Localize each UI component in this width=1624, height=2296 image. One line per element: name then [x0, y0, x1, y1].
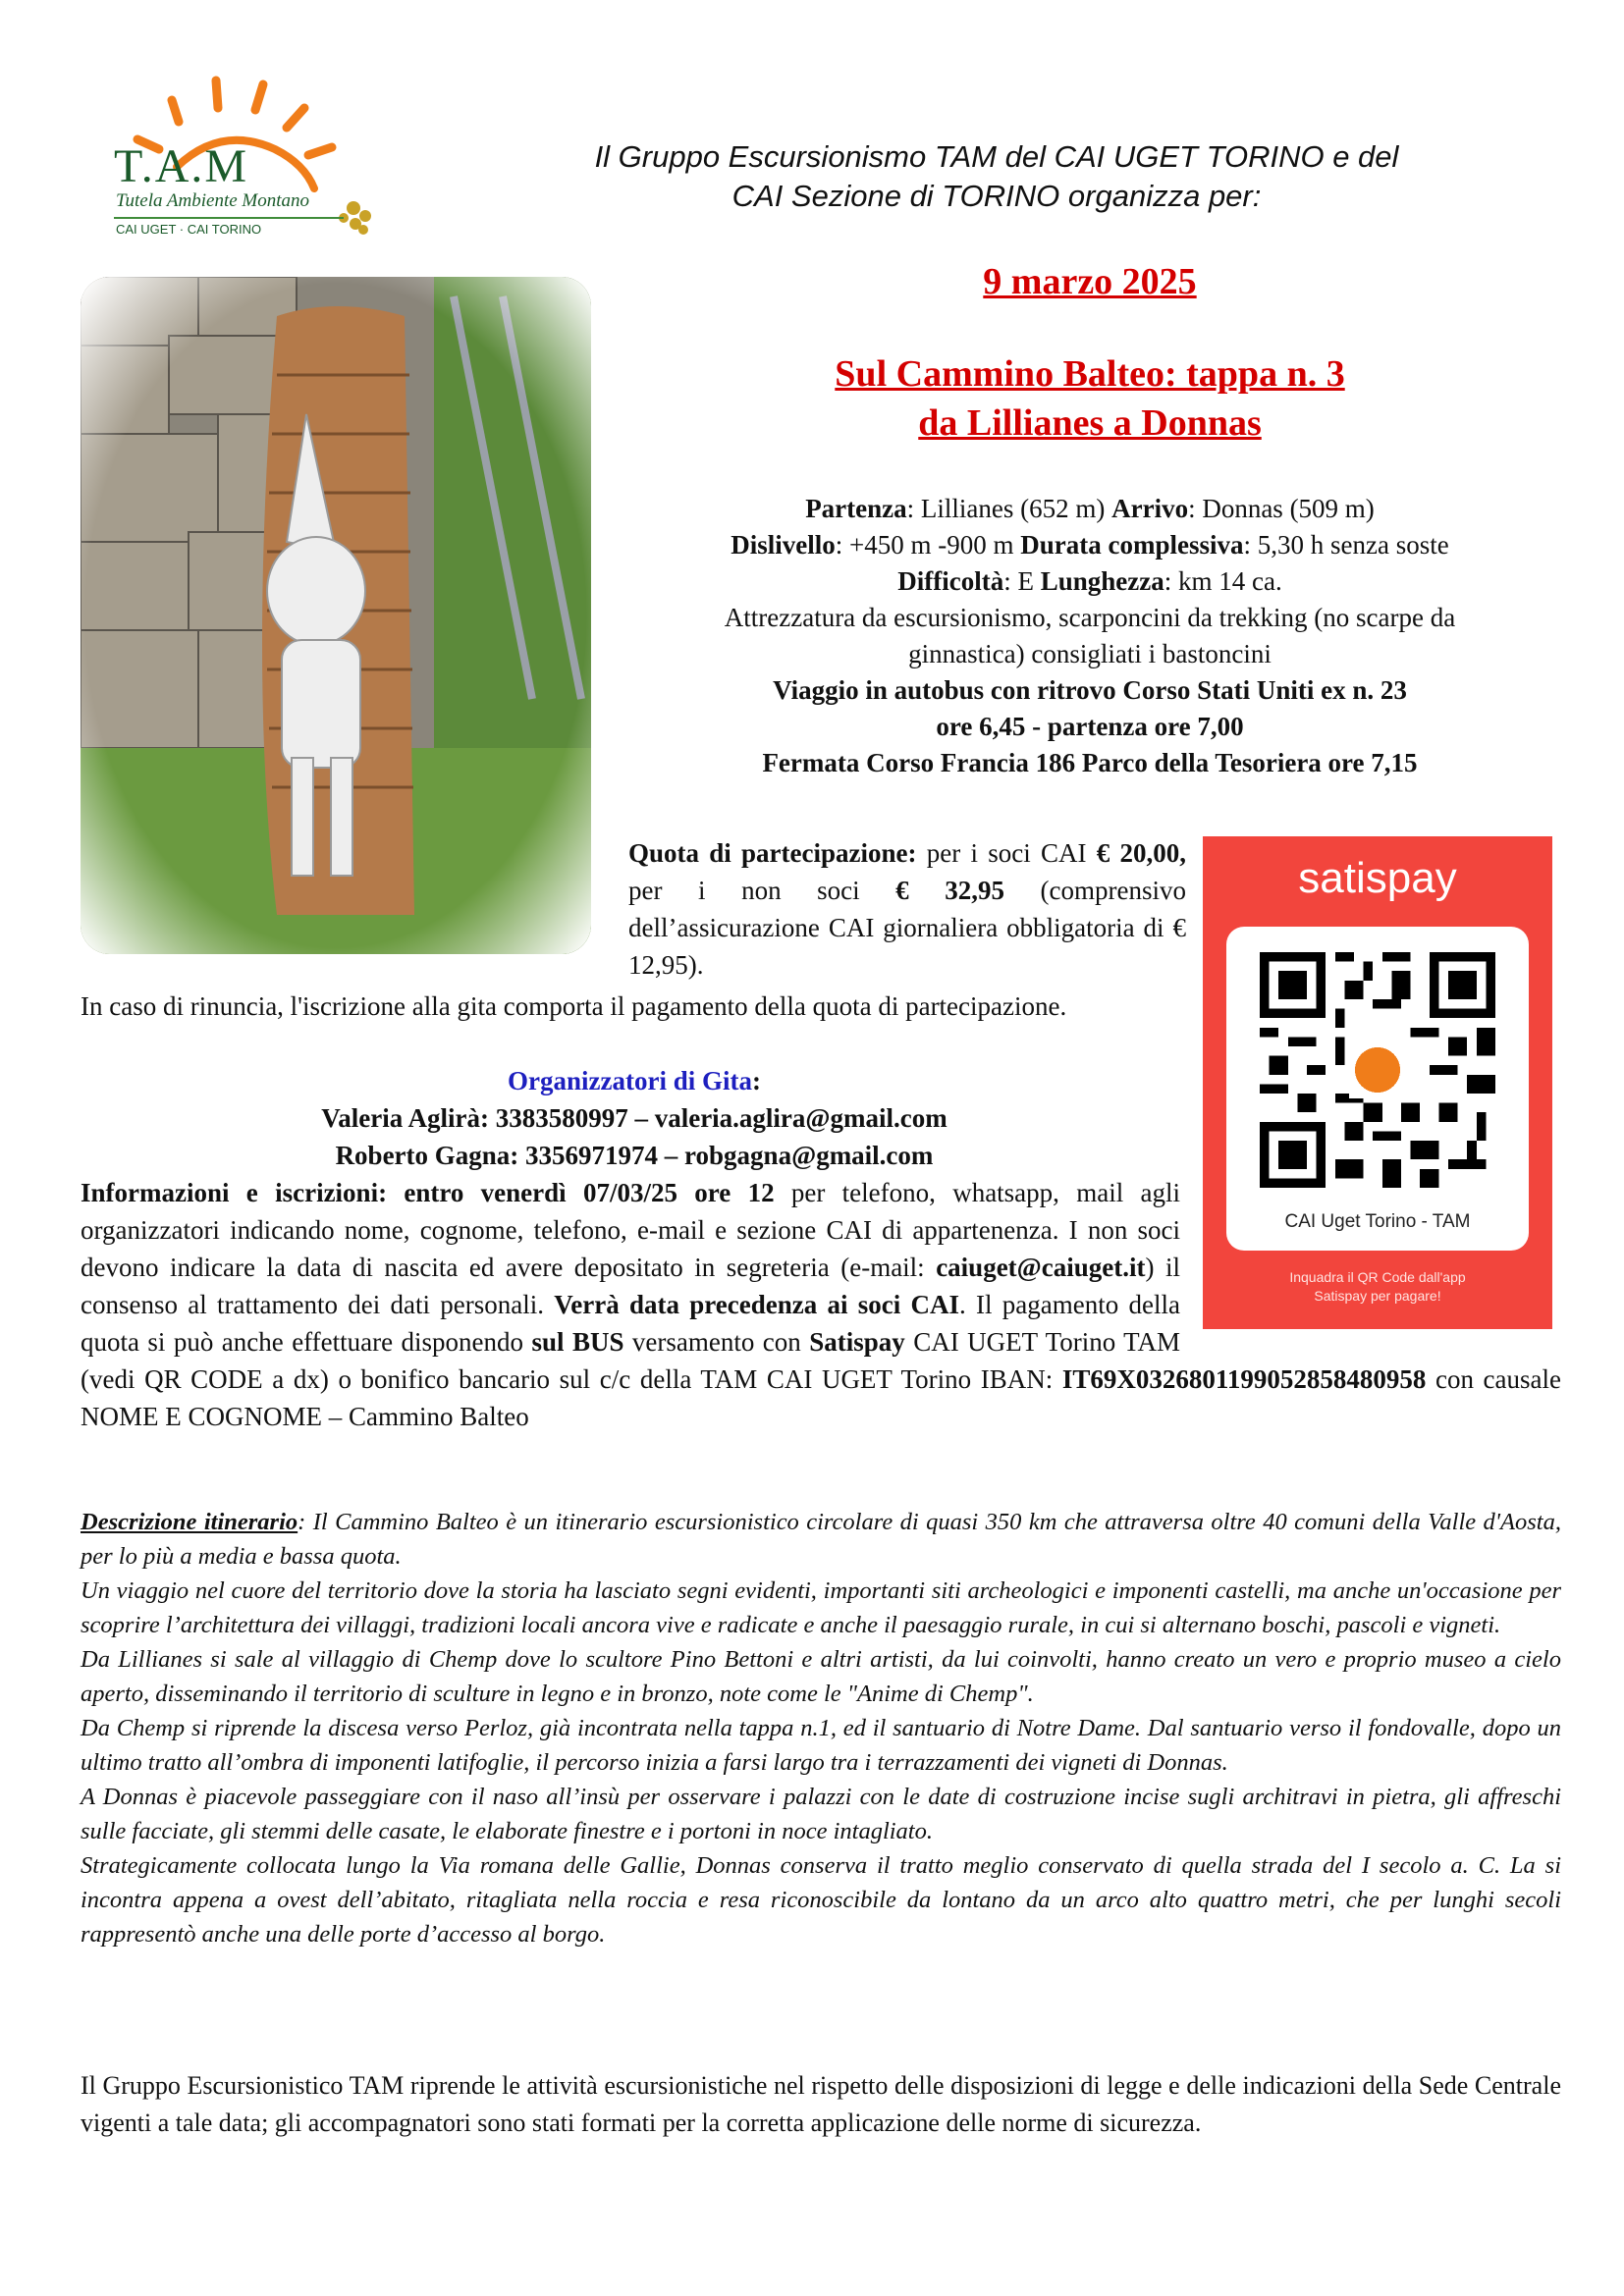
header-line-2: CAI Sezione di TORINO organizza per: — [731, 179, 1262, 213]
quota-nonsoci-price: € 32,95 — [895, 876, 1004, 905]
registration-bus: sul BUS — [531, 1327, 624, 1357]
registration-text-3: . Il pagamento della quota si può anche effettuare disponendo — [81, 1290, 1181, 1357]
registration-paragraph — [81, 1174, 1561, 1435]
organizer-2: Roberto Gagna: 3356971974 – robgagna@gmail.com — [335, 1141, 934, 1170]
attrezzatura-line-1: Attrezzatura da escursionismo, scarponcini da trekking (no scarpe da — [724, 603, 1456, 632]
registration-satispay: Satispay — [809, 1327, 905, 1357]
quota-paragraph — [628, 834, 1186, 984]
arrivo-value: : Donnas (509 m) — [1188, 494, 1375, 523]
lunghezza-value: : km 14 ca. — [1164, 566, 1282, 596]
durata-value: : 5,30 h senza soste — [1243, 530, 1449, 560]
qr-code-icon[interactable] — [1260, 952, 1495, 1188]
satispay-hint-2: Satispay per pagare! — [1314, 1288, 1441, 1304]
sculpture-image-icon — [81, 277, 591, 954]
trip-details — [619, 491, 1561, 781]
registration-text-6: con causale NOME E COGNOME – Cammino Balteo — [81, 1364, 1561, 1431]
satispay-account: CAI Uget Torino - TAM — [1284, 1211, 1471, 1232]
registration-iban: IT69X0326801199052858480958 — [1061, 1364, 1427, 1394]
logo-orgs: CAI UGET · CAI TORINO — [116, 222, 262, 237]
arrivo-label: Arrivo — [1111, 494, 1189, 523]
durata-label: Durata complessiva — [1020, 530, 1244, 560]
organizer-1: Valeria Aglirà: 3383580997 – valeria.aglira@gmail.com — [321, 1103, 947, 1133]
quota-text-2: per i non soci — [628, 876, 896, 905]
registration-text-1: per telefono, whatsapp, mail agli organizzatori indicando nome, cognome, telefono, e-mail e sezione CAI di appartenenza. I non soci devono indicare la data di nascita ed avere depositato in segreteria (e-mail: — [81, 1178, 1181, 1282]
organizers-heading: Organizzatori di Gita — [508, 1066, 752, 1095]
viaggio-line-2: ore 6,45 - partenza ore 7,00 — [936, 712, 1244, 741]
registration-text-5: CAI UGET Torino TAM (vedi QR CODE a dx) o bonifico bancario sul c/c della TAM CAI UGET Torino IBAN: — [81, 1327, 1180, 1394]
quota-text-1: per i soci CAI — [916, 838, 1097, 868]
itinerary-description — [81, 1505, 1561, 1951]
description-p2: Un viaggio nel cuore del territorio dove la storia ha lasciato segni evidenti, importanti siti archeologici e imponenti castelli, ma anche un'occasione per scoprire l’architettura dei villaggi, tradizioni locali ancora vive e radicate e anche il paesaggio rurale, in cui si alternano boschi, pascoli e vigneti. — [81, 1577, 1561, 1638]
partenza-value: : Lillianes (652 m) — [906, 494, 1112, 523]
header-line-1: Il Gruppo Escursionismo TAM del CAI UGET TORINO e del — [594, 139, 1399, 174]
logo-subtitle: Tutela Ambiente Montano — [116, 190, 310, 211]
description-p4: Da Chemp si riprende la discesa verso Perloz, già incontrata nella tappa n.1, ed il santuario di Notre Dame. Dal santuario verso il fondovalle, dopo un ultimo tratto all’ombra di imponenti latifoglie, il percorso inizia a farsi largo tra i terrazzamenti dei vigneti di Donnas. — [81, 1715, 1561, 1776]
difficolta-label: Difficoltà — [897, 566, 1004, 596]
footer-paragraph: Il Gruppo Escursionistico TAM riprende le attività escursionistiche nel rispetto delle disposizioni di legge e delle indicazioni della Sede Centrale vigenti a tale data; gli accompagnatori sono stati formati per la corretta applicazione delle norme di sicurezza. — [81, 2071, 1561, 2137]
dislivello-value: : +450 m -900 m — [835, 530, 1021, 560]
partenza-label: Partenza — [805, 494, 907, 523]
event-date: 9 marzo 2025 — [983, 261, 1197, 302]
event-title-line-1: Sul Cammino Balteo: tappa n. 3 — [835, 353, 1345, 395]
tam-logo — [108, 71, 393, 247]
description-label: Descrizione itinerario — [81, 1509, 298, 1535]
description-p1: : Il Cammino Balteo è un itinerario escursionistico circolare di quasi 350 km che attraversa oltre 40 comuni della Valle d'Aosta, per lo più a media e bassa quota. — [81, 1509, 1561, 1570]
logo-title: T.A.M — [114, 140, 249, 192]
registration-label: Informazioni e iscrizioni: entro venerdì 07/03/25 ore 12 — [81, 1178, 775, 1207]
registration-email: caiuget@caiuget.it — [936, 1253, 1146, 1282]
sculpture-photo — [81, 277, 591, 954]
difficolta-value: : E — [1003, 566, 1041, 596]
quota-text-3: (comprensivo dell’assicurazione CAI giornaliera obbligatoria di € 12,95). — [628, 876, 1186, 980]
lunghezza-label: Lunghezza — [1040, 566, 1164, 596]
description-p3: Da Lillianes si sale al villaggio di Chemp dove lo scultore Pino Bettoni e altri artisti, da lui coinvolti, hanno creato un vero e proprio museo a cielo aperto, disseminando il territorio di sculture in legno e in bronzo, note come le "Anime di Chemp". — [81, 1646, 1561, 1707]
satispay-hint-1: Inquadra il QR Code dall'app — [1289, 1269, 1466, 1285]
description-p6: Strategicamente collocata lungo la Via romana delle Gallie, Donnas conserva il tratto meglio conservato di quella strada del I secolo a. C. La si incontra appena a ovest dell’abitato, ritagliata nella roccia e resa riconoscibile da lontano da un arco alto quattro metri, che per lunghi secoli rappresentò anche una delle porte d’accesso al borgo. — [81, 1852, 1561, 1948]
event-title-line-2: da Lillianes a Donnas — [918, 402, 1262, 444]
attrezzatura-line-2: ginnastica) consigliati i bastoncini — [908, 639, 1272, 668]
fermata-line: Fermata Corso Francia 186 Parco della Tesoriera ore 7,15 — [762, 748, 1418, 777]
satispay-brand: satispay — [1298, 854, 1457, 902]
registration-text-4: versamento con — [623, 1327, 810, 1357]
dislivello-label: Dislivello — [731, 530, 836, 560]
quota-soci-price: € 20,00, — [1096, 838, 1187, 868]
viaggio-line-1: Viaggio in autobus con ritrovo Corso Stati Uniti ex n. 23 — [773, 675, 1407, 705]
quota-label: Quota di partecipazione: — [628, 838, 917, 868]
description-p5: A Donnas è piacevole passeggiare con il naso all’insù per osservare i palazzi con le date di costruzione incise sugli architravi in pietra, gli affreschi sulle facciate, gli stemmi delle casate, le elaborate finestre e i portoni in noce intagliato. — [81, 1784, 1561, 1844]
registration-text-2: ) il consenso al trattamento dei dati personali. — [81, 1253, 1180, 1319]
organizers-colon: : — [751, 1066, 761, 1095]
rinuncia-paragraph: In caso di rinuncia, l'iscrizione alla gita comporta il pagamento della quota di partecipazione. — [81, 991, 1067, 1021]
registration-precedenza: Verrà data precedenza ai soci CAI — [554, 1290, 960, 1319]
